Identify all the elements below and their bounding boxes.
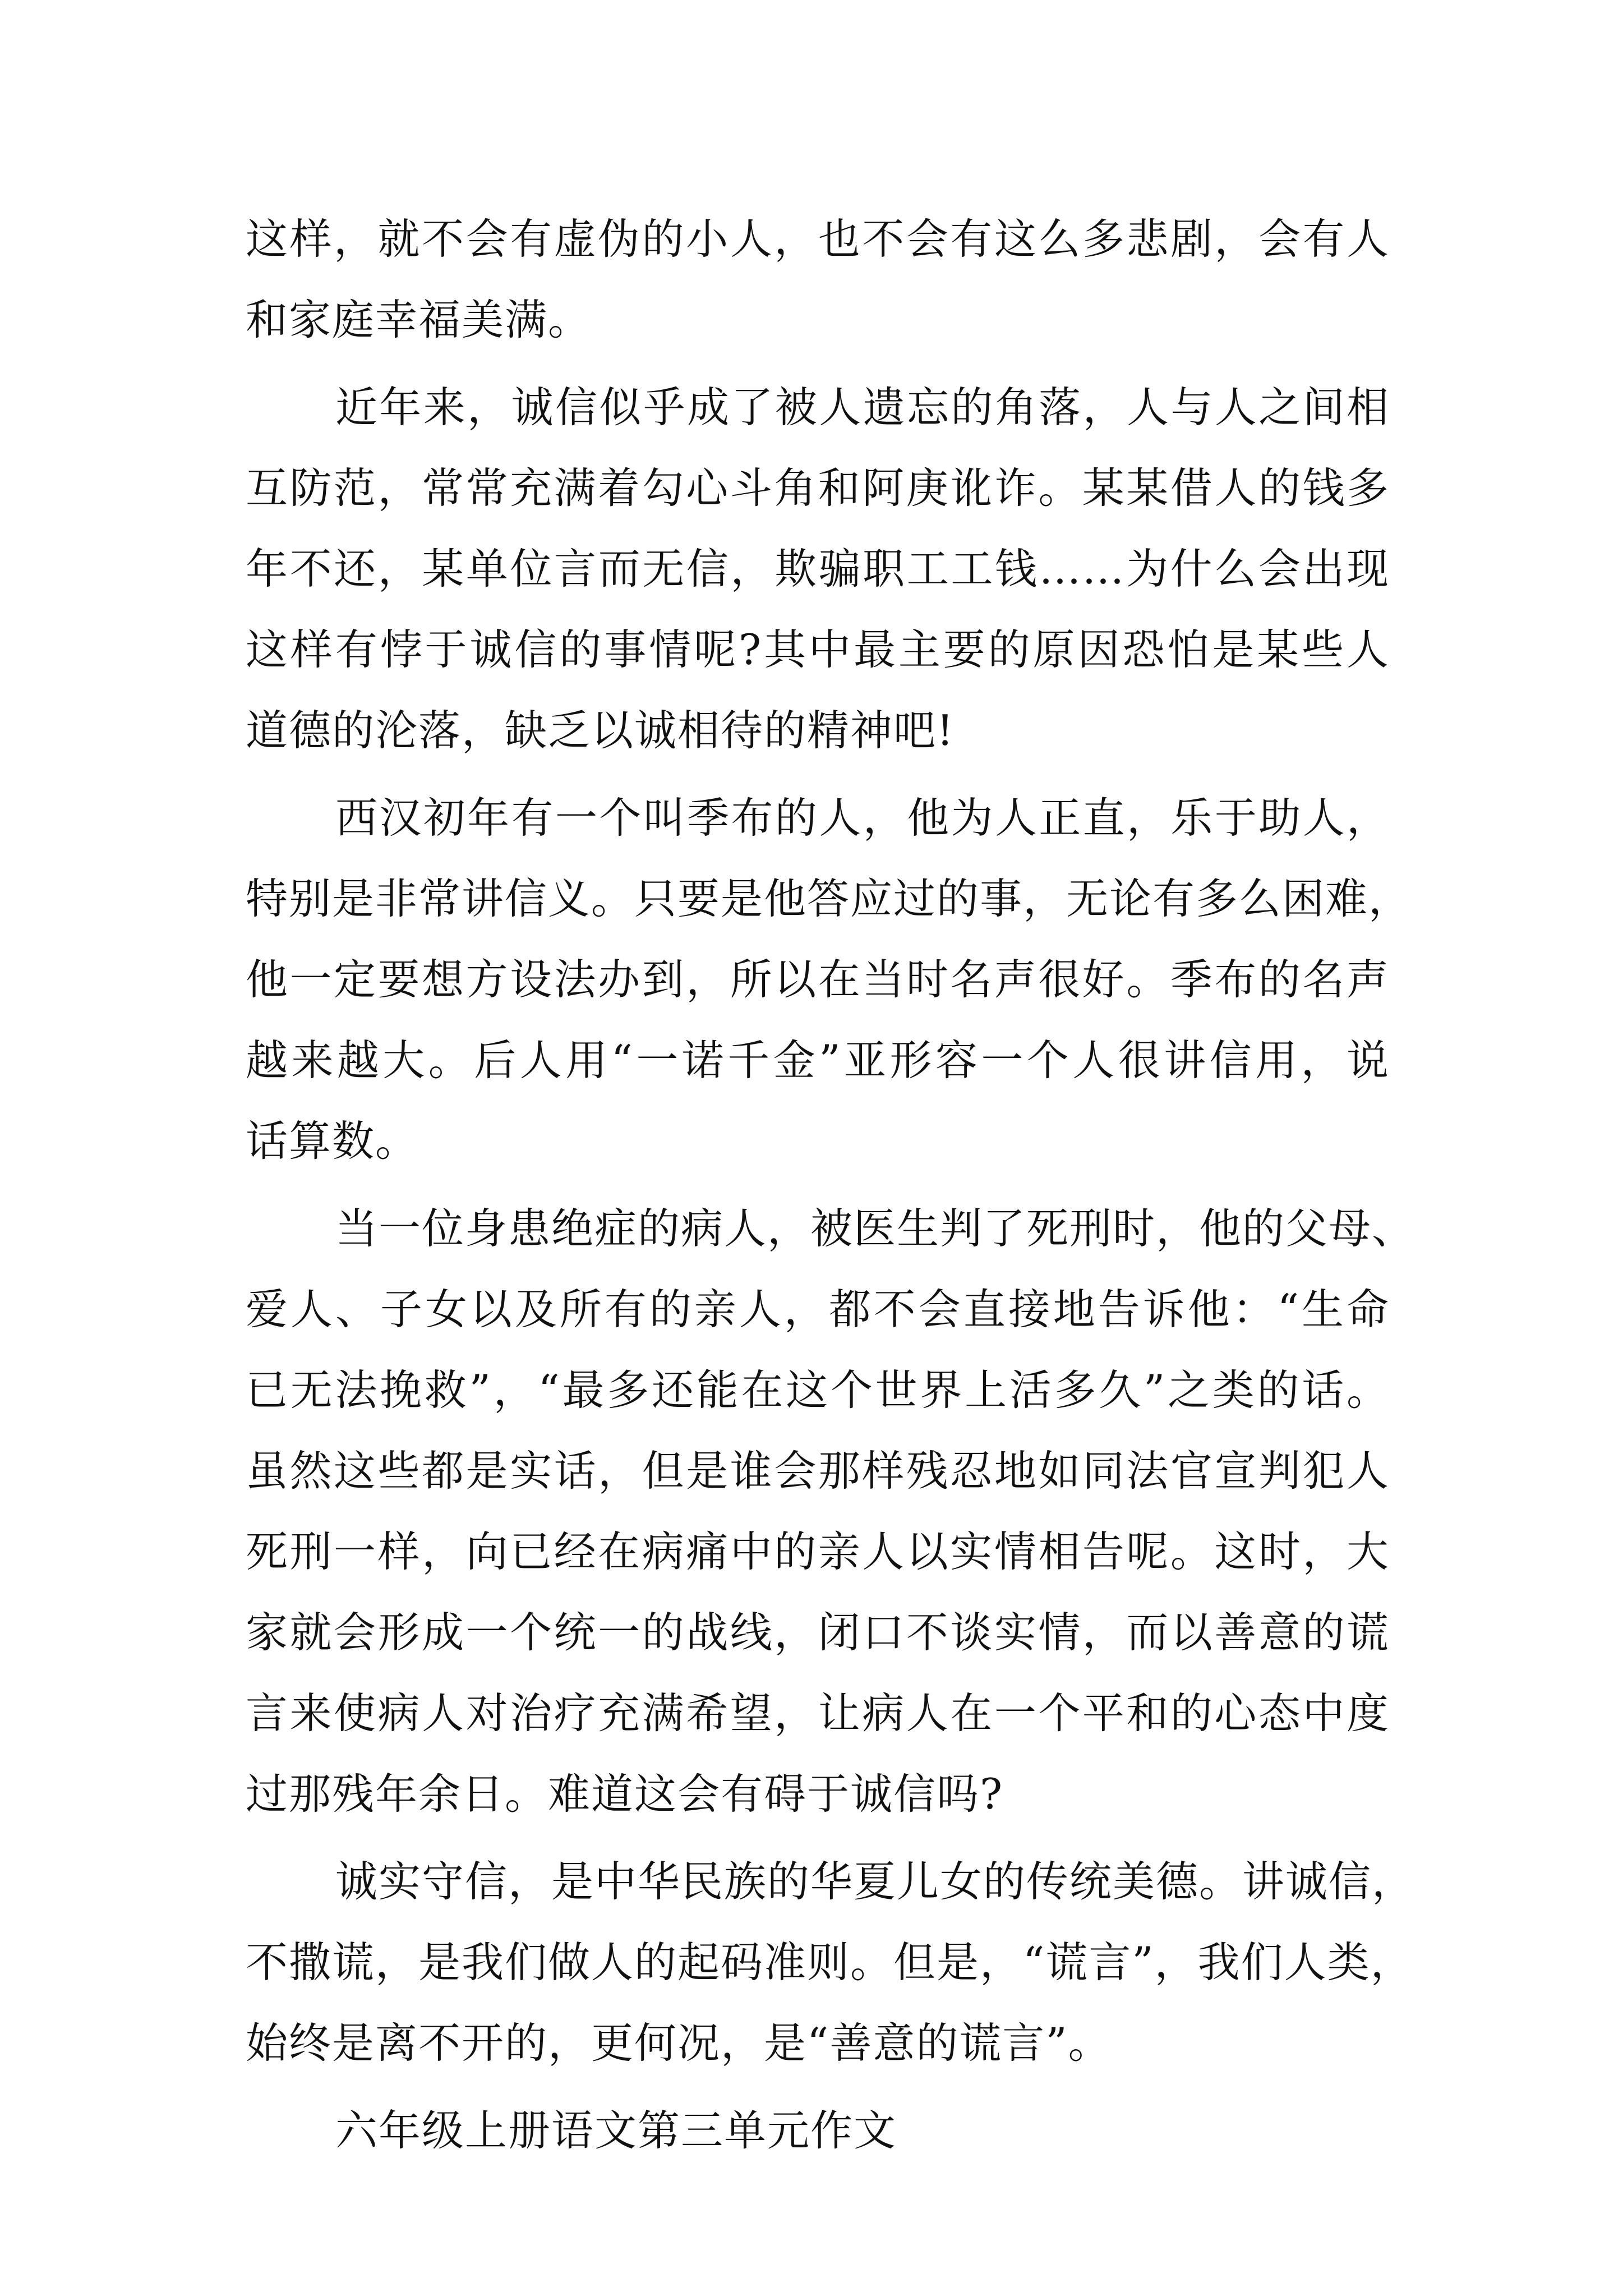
- text-line: 道德的沦落，缺乏以诚相待的精神吧!: [246, 706, 955, 755]
- text-line: 诚实守信，是中华民族的华夏儿女的传统美德。讲诚信，: [335, 1857, 1415, 1906]
- text-line: 话算数。: [246, 1116, 419, 1166]
- text-line: 家就会形成一个统一的战线，闭口不谈实情，而以善意的谎: [246, 1608, 1390, 1657]
- text-line: 这样，就不会有虚伪的小人，也不会有这么多悲剧，会有人: [246, 214, 1390, 264]
- text-line: 近年来，诚信似乎成了被人遗忘的角落，人与人之间相: [335, 383, 1390, 432]
- text-line: 西汉初年有一个叫季布的人，他为人正直，乐于助人，: [335, 793, 1390, 843]
- section-title: 六年级上册语文第三单元作文: [335, 2106, 897, 2155]
- text-line: 当一位身患绝症的病人，被医生判了死刑时，他的父母、: [335, 1204, 1415, 1253]
- text-line: 已无法挽救”，“最多还能在这个世界上活多久”之类的话。: [246, 1365, 1390, 1415]
- text-line: 越来越大。后人用“一诺千金”亚形容一个人很讲信用，说: [246, 1036, 1390, 1085]
- text-line: 过那残年余日。难道这会有碍于诚信吗?: [246, 1769, 1004, 1819]
- text-line: 他一定要想方设法办到，所以在当时名声很好。季布的名声: [246, 955, 1390, 1004]
- text-line: 始终是离不开的，更何况，是“善意的谎言”。: [246, 2018, 1112, 2068]
- text-line: 爱人、子女以及所有的亲人，都不会直接地告诉他：“生命: [246, 1285, 1390, 1334]
- text-line: 死刑一样，向已经在病痛中的亲人以实情相告呢。这时，大: [246, 1527, 1390, 1576]
- text-line: 这样有悖于诚信的事情呢?其中最主要的原因恐怕是某些人: [246, 625, 1390, 674]
- text-line: 不撒谎，是我们做人的起码准则。但是，“谎言”，我们人类，: [246, 1938, 1414, 1987]
- body-text: [246, 199, 1415, 2171]
- text-line: 互防范，常常充满着勾心斗角和阿庚讹诈。某某借人的钱多: [246, 463, 1390, 513]
- text-line: 虽然这些都是实话，但是谁会那样残忍地如同法官宣判犯人: [246, 1446, 1390, 1496]
- text-line: 言来使病人对治疗充满希望，让病人在一个平和的心态中度: [246, 1688, 1390, 1738]
- text-line: 年不还，某单位言而无信，欺骗职工工钱……为什么会出现: [246, 544, 1390, 593]
- text-line: 和家庭幸福美满。: [246, 295, 592, 344]
- text-line: 特别是非常讲信义。只要是他答应过的事，无论有多么困难，: [246, 874, 1412, 923]
